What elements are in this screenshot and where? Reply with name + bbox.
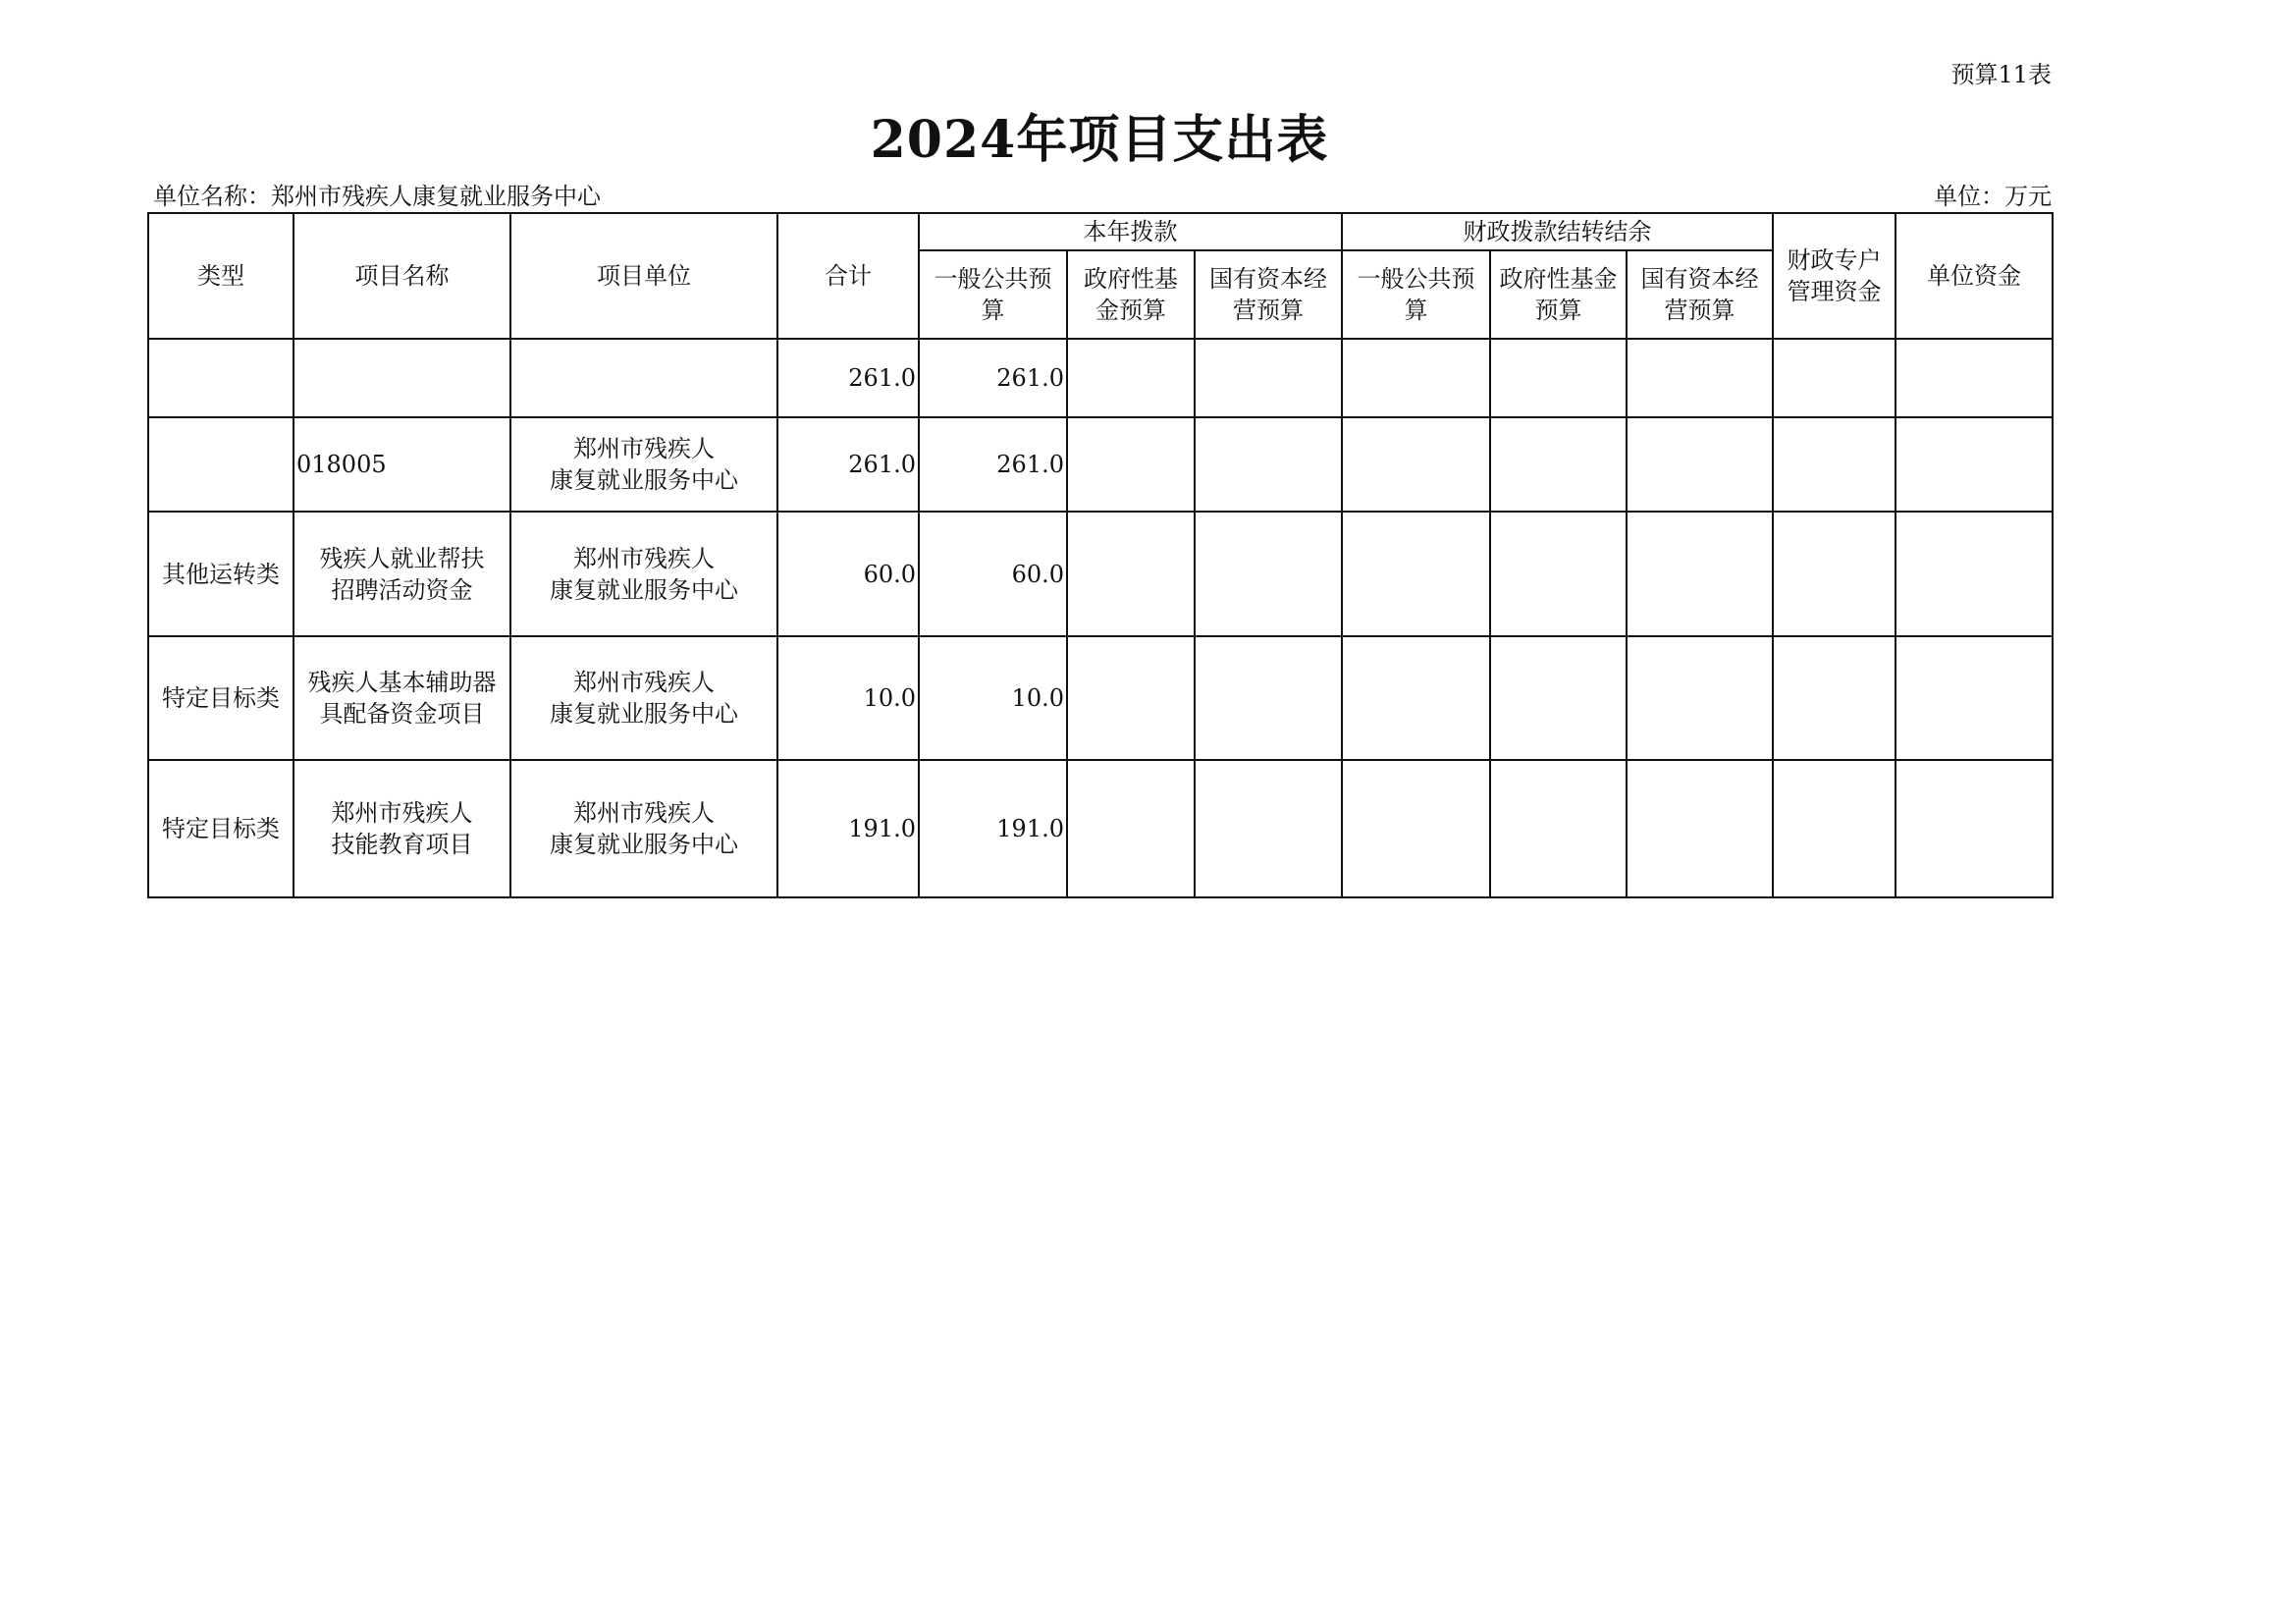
cell-project-unit: 郑州市残疾人 康复就业服务中心 (510, 512, 777, 636)
cell-special-account (1773, 417, 1896, 512)
cell-gov-fund (1067, 339, 1195, 417)
cell-carry-general-public (1342, 417, 1490, 512)
cell-carry-state-capital (1627, 512, 1773, 636)
cell-project-name: 残疾人基本辅助器 具配备资金项目 (294, 636, 510, 760)
header-carry-state-capital: 国有资本经 营预算 (1627, 250, 1773, 339)
cell-type: 其他运转类 (148, 512, 294, 636)
header-state-capital: 国有资本经 营预算 (1195, 250, 1342, 339)
cell-carry-gov-fund (1490, 760, 1627, 897)
cell-type: 特定目标类 (148, 760, 294, 897)
cell-unit-funds (1896, 636, 2053, 760)
cell-project-name: 018005 (294, 417, 510, 512)
cell-unit-funds (1896, 760, 2053, 897)
cell-carry-gov-fund (1490, 417, 1627, 512)
header-unit-funds: 单位资金 (1896, 213, 2053, 339)
cell-carry-state-capital (1627, 760, 1773, 897)
table-row (148, 512, 2053, 636)
cell-gov-fund (1067, 636, 1195, 760)
cell-total: 261.0 (777, 417, 919, 512)
cell-state-capital (1195, 339, 1342, 417)
cell-project-unit: 郑州市残疾人 康复就业服务中心 (510, 636, 777, 760)
cell-state-capital (1195, 417, 1342, 512)
header-project-name: 项目名称 (294, 213, 510, 339)
cell-total: 261.0 (777, 339, 919, 417)
header-special-account: 财政专户 管理资金 (1773, 213, 1896, 339)
cell-project-unit: 郑州市残疾人 康复就业服务中心 (510, 417, 777, 512)
header-current-year-group: 本年拨款 (919, 213, 1342, 250)
page-title: 2024年项目支出表 (870, 110, 1329, 170)
cell-carry-general-public (1342, 636, 1490, 760)
cell-special-account (1773, 760, 1896, 897)
cell-carry-gov-fund (1490, 512, 1627, 636)
project-expenditure-table (147, 212, 2054, 898)
cell-total: 191.0 (777, 760, 919, 897)
cell-total: 60.0 (777, 512, 919, 636)
table-row (148, 636, 2053, 760)
cell-state-capital (1195, 512, 1342, 636)
cell-unit-funds (1896, 417, 2053, 512)
cell-state-capital (1195, 636, 1342, 760)
header-general-public: 一般公共预 算 (919, 250, 1067, 339)
cell-general-public: 191.0 (919, 760, 1067, 897)
header-total: 合计 (777, 213, 919, 339)
cell-special-account (1773, 636, 1896, 760)
cell-gov-fund (1067, 512, 1195, 636)
table-row (148, 417, 2053, 512)
cell-carry-general-public (1342, 512, 1490, 636)
cell-gov-fund (1067, 417, 1195, 512)
table-row (148, 339, 2053, 417)
cell-type (148, 417, 294, 512)
cell-carry-gov-fund (1490, 339, 1627, 417)
cell-general-public: 60.0 (919, 512, 1067, 636)
cell-gov-fund (1067, 760, 1195, 897)
header-carry-gov-fund: 政府性基金 预算 (1490, 250, 1627, 339)
header-project-unit: 项目单位 (510, 213, 777, 339)
table-row (148, 760, 2053, 897)
cell-carry-state-capital (1627, 339, 1773, 417)
unit-measure-label: 单位：万元 (1934, 183, 2052, 210)
cell-general-public: 261.0 (919, 417, 1067, 512)
cell-carry-general-public (1342, 760, 1490, 897)
cell-project-name (294, 339, 510, 417)
cell-total: 10.0 (777, 636, 919, 760)
cell-unit-funds (1896, 512, 2053, 636)
header-carry-general-public: 一般公共预 算 (1342, 250, 1490, 339)
cell-type (148, 339, 294, 417)
cell-special-account (1773, 339, 1896, 417)
cell-general-public: 10.0 (919, 636, 1067, 760)
unit-name-label: 单位名称：郑州市残疾人康复就业服务中心 (153, 183, 601, 210)
cell-general-public: 261.0 (919, 339, 1067, 417)
cell-project-name: 郑州市残疾人 技能教育项目 (294, 760, 510, 897)
cell-type: 特定目标类 (148, 636, 294, 760)
header-type: 类型 (148, 213, 294, 339)
cell-carry-general-public (1342, 339, 1490, 417)
cell-carry-state-capital (1627, 417, 1773, 512)
cell-project-name: 残疾人就业帮扶 招聘活动资金 (294, 512, 510, 636)
cell-carry-state-capital (1627, 636, 1773, 760)
cell-special-account (1773, 512, 1896, 636)
header-carryover-group: 财政拨款结转结余 (1342, 213, 1773, 250)
form-number: 预算11表 (1950, 61, 2052, 88)
header-gov-fund: 政府性基 金预算 (1067, 250, 1195, 339)
cell-project-unit (510, 339, 777, 417)
cell-state-capital (1195, 760, 1342, 897)
cell-carry-gov-fund (1490, 636, 1627, 760)
cell-unit-funds (1896, 339, 2053, 417)
cell-project-unit: 郑州市残疾人 康复就业服务中心 (510, 760, 777, 897)
